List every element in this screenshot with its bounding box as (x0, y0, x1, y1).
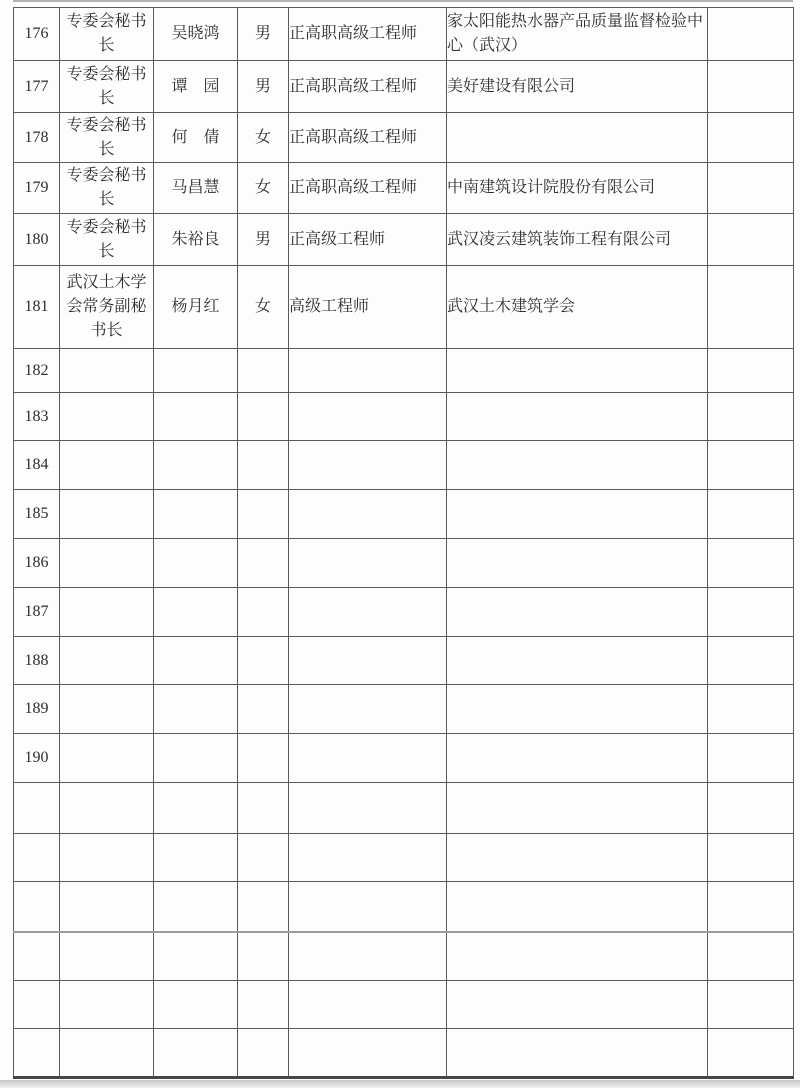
cell-number: 190 (14, 734, 60, 783)
cell-number (14, 882, 60, 932)
cell-position: 专委会秘书长 (60, 214, 154, 266)
cell-name (154, 349, 238, 393)
cell-title: 正高职高级工程师 (289, 113, 447, 163)
cell-note (708, 8, 794, 61)
cell-title: 高级工程师 (289, 266, 447, 349)
cell-position (60, 393, 154, 441)
cell-gender (238, 783, 289, 834)
cell-unit (447, 588, 708, 637)
previous-row-edge (13, 0, 793, 2)
table-row (14, 539, 794, 588)
cell-position (60, 685, 154, 734)
cell-name (154, 734, 238, 783)
cell-unit (447, 637, 708, 685)
cell-gender (238, 349, 289, 393)
cell-title (289, 685, 447, 734)
cell-name: 马昌慧 (154, 163, 238, 214)
table-row (14, 61, 794, 113)
cell-position (60, 349, 154, 393)
cell-position (60, 1029, 154, 1078)
cell-unit (447, 882, 708, 932)
cell-gender (238, 734, 289, 783)
cell-name (154, 588, 238, 637)
cell-note (708, 214, 794, 266)
cell-number: 178 (14, 113, 60, 163)
cell-number: 180 (14, 214, 60, 266)
table-row (14, 214, 794, 266)
cell-gender: 女 (238, 113, 289, 163)
cell-gender (238, 539, 289, 588)
cell-unit (447, 932, 708, 981)
cell-position: 专委会秘书长 (60, 8, 154, 61)
cell-position (60, 637, 154, 685)
cell-title: 正高级工程师 (289, 214, 447, 266)
table-row (14, 685, 794, 734)
cell-number: 186 (14, 539, 60, 588)
cell-number: 176 (14, 8, 60, 61)
cell-unit (447, 393, 708, 441)
cell-name (154, 393, 238, 441)
cell-gender (238, 393, 289, 441)
cell-note (708, 61, 794, 113)
cell-unit (447, 783, 708, 834)
cell-title (289, 882, 447, 932)
cell-gender (238, 637, 289, 685)
table-row (14, 834, 794, 882)
cell-position: 专委会秘书长 (60, 113, 154, 163)
cell-number (14, 783, 60, 834)
cell-name (154, 1029, 238, 1078)
cell-note (708, 783, 794, 834)
cell-title (289, 637, 447, 685)
cell-title (289, 441, 447, 490)
cell-unit (447, 1029, 708, 1078)
table-row (14, 981, 794, 1029)
cell-title (289, 734, 447, 783)
cell-title (289, 349, 447, 393)
cell-position: 武汉土木学会常务副秘书长 (60, 266, 154, 349)
cell-name: 杨月红 (154, 266, 238, 349)
cell-unit (447, 981, 708, 1029)
cell-note (708, 539, 794, 588)
cell-note (708, 113, 794, 163)
table-row (14, 932, 794, 981)
cell-unit (447, 734, 708, 783)
cell-position (60, 981, 154, 1029)
cell-name (154, 685, 238, 734)
table-row (14, 882, 794, 932)
cell-gender: 男 (238, 61, 289, 113)
cell-unit: 武汉凌云建筑装饰工程有限公司 (447, 214, 708, 266)
cell-name: 朱裕良 (154, 214, 238, 266)
cell-number: 179 (14, 163, 60, 214)
cell-position (60, 441, 154, 490)
cell-number: 177 (14, 61, 60, 113)
cell-number: 181 (14, 266, 60, 349)
cell-title: 正高职高级工程师 (289, 163, 447, 214)
cell-note (708, 882, 794, 932)
cell-gender: 男 (238, 214, 289, 266)
cell-title (289, 783, 447, 834)
cell-name (154, 932, 238, 981)
cell-note (708, 441, 794, 490)
cell-position (60, 882, 154, 932)
cell-name (154, 882, 238, 932)
cell-position (60, 490, 154, 539)
cell-number: 189 (14, 685, 60, 734)
cell-name (154, 441, 238, 490)
table-row (14, 266, 794, 349)
table-row (14, 8, 794, 61)
cell-unit: 美好建设有限公司 (447, 61, 708, 113)
cell-unit (447, 490, 708, 539)
cell-name (154, 834, 238, 882)
cell-title (289, 981, 447, 1029)
cell-unit: 家太阳能热水器产品质量监督检验中心（武汉） (447, 8, 708, 61)
table-row (14, 1029, 794, 1078)
table-row (14, 441, 794, 490)
cell-unit: 中南建筑设计院股份有限公司 (447, 163, 708, 214)
cell-title (289, 834, 447, 882)
cell-name (154, 981, 238, 1029)
cell-number: 188 (14, 637, 60, 685)
cell-title (289, 490, 447, 539)
cell-gender: 男 (238, 8, 289, 61)
cell-note (708, 349, 794, 393)
cell-note (708, 1029, 794, 1078)
cell-number (14, 1029, 60, 1078)
table-row (14, 113, 794, 163)
cell-unit (447, 349, 708, 393)
cell-unit: 武汉土木建筑学会 (447, 266, 708, 349)
cell-note (708, 266, 794, 349)
table-row (14, 637, 794, 685)
cell-note (708, 981, 794, 1029)
cell-note (708, 588, 794, 637)
cell-unit (447, 113, 708, 163)
page-edge-shadow (0, 1080, 800, 1088)
cell-name: 谭 园 (154, 61, 238, 113)
cell-position: 专委会秘书长 (60, 163, 154, 214)
cell-note (708, 637, 794, 685)
cell-gender (238, 490, 289, 539)
cell-gender (238, 1029, 289, 1078)
cell-position (60, 588, 154, 637)
cell-gender (238, 981, 289, 1029)
cell-title (289, 393, 447, 441)
cell-note (708, 932, 794, 981)
cell-position (60, 932, 154, 981)
cell-unit (447, 441, 708, 490)
cell-title: 正高职高级工程师 (289, 8, 447, 61)
cell-name (154, 539, 238, 588)
cell-title: 正高职高级工程师 (289, 61, 447, 113)
cell-position: 专委会秘书长 (60, 61, 154, 113)
table-row (14, 734, 794, 783)
cell-unit (447, 685, 708, 734)
cell-note (708, 734, 794, 783)
cell-unit (447, 834, 708, 882)
cell-name: 何 倩 (154, 113, 238, 163)
cell-number: 183 (14, 393, 60, 441)
cell-note (708, 393, 794, 441)
table-row (14, 393, 794, 441)
cell-title (289, 1029, 447, 1078)
cell-number: 185 (14, 490, 60, 539)
cell-note (708, 834, 794, 882)
cell-number: 187 (14, 588, 60, 637)
cell-title (289, 539, 447, 588)
table-row (14, 349, 794, 393)
cell-unit (447, 539, 708, 588)
cell-gender (238, 882, 289, 932)
cell-name (154, 490, 238, 539)
roster-table (13, 7, 794, 1079)
cell-number (14, 932, 60, 981)
cell-note (708, 163, 794, 214)
cell-position (60, 539, 154, 588)
cell-title (289, 588, 447, 637)
table-row (14, 783, 794, 834)
cell-note (708, 490, 794, 539)
cell-gender (238, 932, 289, 981)
cell-name (154, 783, 238, 834)
cell-note (708, 685, 794, 734)
cell-gender (238, 834, 289, 882)
cell-title (289, 932, 447, 981)
cell-number: 184 (14, 441, 60, 490)
cell-number (14, 981, 60, 1029)
table-row (14, 588, 794, 637)
cell-gender (238, 441, 289, 490)
cell-name: 吴晓鸿 (154, 8, 238, 61)
cell-name (154, 637, 238, 685)
cell-gender: 女 (238, 163, 289, 214)
table-row (14, 490, 794, 539)
cell-position (60, 783, 154, 834)
cell-gender (238, 588, 289, 637)
cell-number: 182 (14, 349, 60, 393)
cell-gender: 女 (238, 266, 289, 349)
table-row (14, 163, 794, 214)
cell-position (60, 734, 154, 783)
cell-gender (238, 685, 289, 734)
cell-number (14, 834, 60, 882)
cell-position (60, 834, 154, 882)
